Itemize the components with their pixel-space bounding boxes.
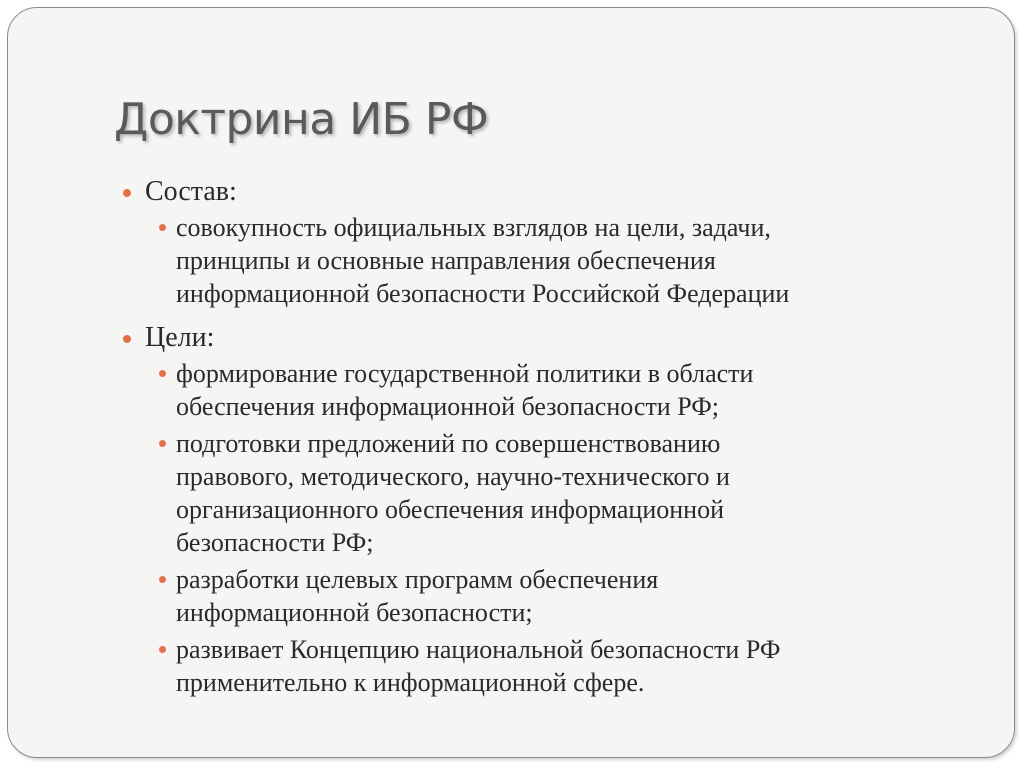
bullet-dot-icon bbox=[159, 440, 166, 447]
list-item-line: безопасности РФ; bbox=[176, 528, 374, 557]
list-item-line: разработки целевых программ обеспечения bbox=[176, 565, 659, 594]
list-item-line: правового, методического, научно-технического и bbox=[176, 462, 730, 491]
list-item bbox=[115, 427, 995, 559]
bullet-dot-icon bbox=[159, 224, 166, 231]
list-item bbox=[115, 211, 995, 310]
list-item-line: совокупность официальных взглядов на цели, задачи, bbox=[176, 213, 771, 242]
list-item-line: развивает Концепцию национальной безопасности РФ bbox=[176, 635, 781, 664]
list-item-line: формирование государственной политики в области bbox=[176, 359, 754, 388]
list-item bbox=[115, 563, 995, 629]
section-label: Состав: bbox=[145, 176, 237, 207]
bullet-section-composition bbox=[115, 174, 995, 209]
slide-title: Доктрина ИБ РФ bbox=[114, 94, 489, 145]
list-item-line: обеспечения информационной безопасности РФ; bbox=[176, 392, 720, 421]
bullet-dot-icon bbox=[159, 576, 166, 583]
list-item-line: подготовки предложений по совершенствованию bbox=[176, 429, 721, 458]
bullet-dot-icon bbox=[123, 189, 131, 197]
slide bbox=[7, 7, 1015, 758]
list-item-line: информационной безопасности Российской Федерации bbox=[176, 279, 790, 308]
list-item-line: организационного обеспечения информационной bbox=[176, 495, 725, 524]
bullet-dot-icon bbox=[159, 370, 166, 377]
list-item-line: принципы и основные направления обеспечения bbox=[176, 246, 716, 275]
bullet-dot-icon bbox=[123, 335, 131, 343]
bullet-dot-icon bbox=[159, 646, 166, 653]
list-item bbox=[115, 633, 995, 699]
list-item bbox=[115, 357, 995, 423]
slide-content bbox=[115, 174, 995, 703]
list-item-line: информационной безопасности; bbox=[176, 598, 533, 627]
bullet-section-goals bbox=[115, 320, 995, 355]
goals-list bbox=[115, 357, 995, 699]
section-label: Цели: bbox=[145, 322, 215, 353]
list-item-line: применительно к информационной сфере. bbox=[176, 668, 645, 697]
composition-list bbox=[115, 211, 995, 310]
